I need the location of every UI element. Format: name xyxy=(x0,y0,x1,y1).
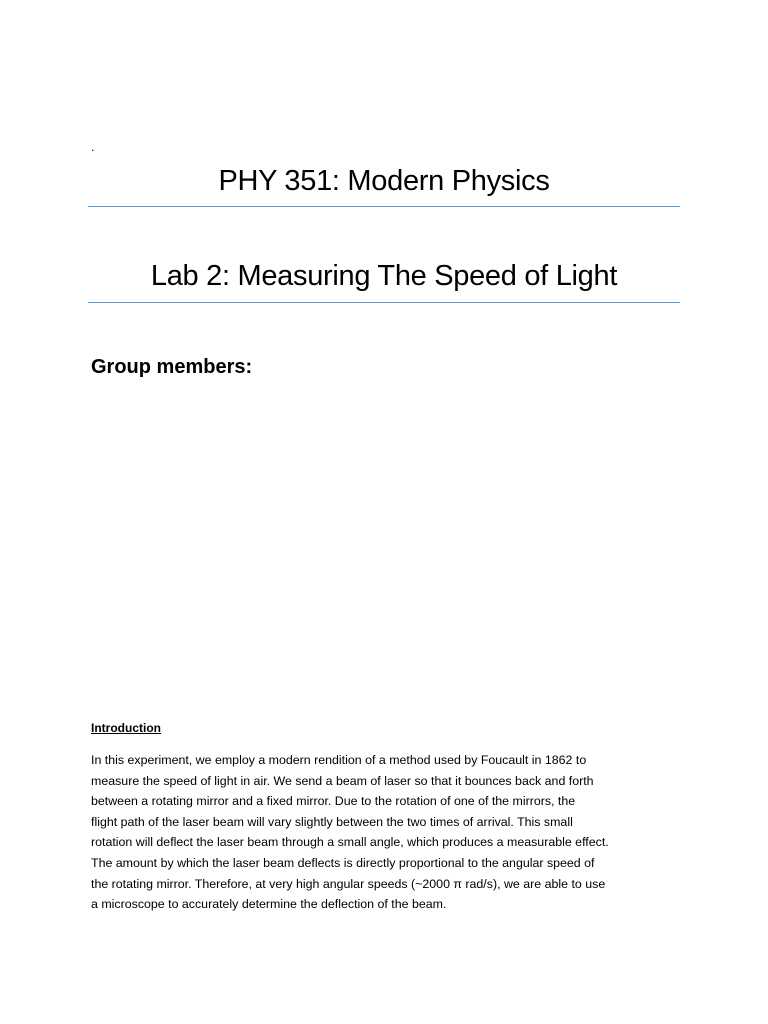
paragraph-line: flight path of the laser beam will vary slightly between the two times of arrival. This small xyxy=(91,814,573,829)
group-members-heading: Group members: xyxy=(91,356,253,378)
paragraph-line: measure the speed of light in air. We send a beam of laser so that it bounces back and forth xyxy=(91,773,594,788)
lab-title-divider xyxy=(88,302,680,303)
paragraph-line: In this experiment, we employ a modern rendition of a method used by Foucault in 1862 to xyxy=(91,753,587,767)
title-divider xyxy=(88,206,680,207)
paragraph-line: The amount by which the laser beam deflects is directly proportional to the angular speed of xyxy=(91,855,595,870)
lab-title: Lab 2: Measuring The Speed of Light xyxy=(150,260,618,292)
course-title: PHY 351: Modern Physics xyxy=(218,165,550,197)
paragraph-line: a microscope to accurately determine the deflection of the beam. xyxy=(91,897,447,912)
paragraph-line: rotation will deflect the laser beam through a small angle, which produces a measurable effect. xyxy=(91,835,609,850)
introduction-heading: Introduction xyxy=(91,721,161,735)
introduction-paragraph xyxy=(91,750,691,915)
dot-mark: . xyxy=(91,140,95,154)
paragraph-line: the rotating mirror. Therefore, at very high angular speeds (~2000 π rad/s), we are able to use xyxy=(91,876,606,891)
paragraph-line: between a rotating mirror and a fixed mirror. Due to the rotation of one of the mirrors, the xyxy=(91,794,576,809)
